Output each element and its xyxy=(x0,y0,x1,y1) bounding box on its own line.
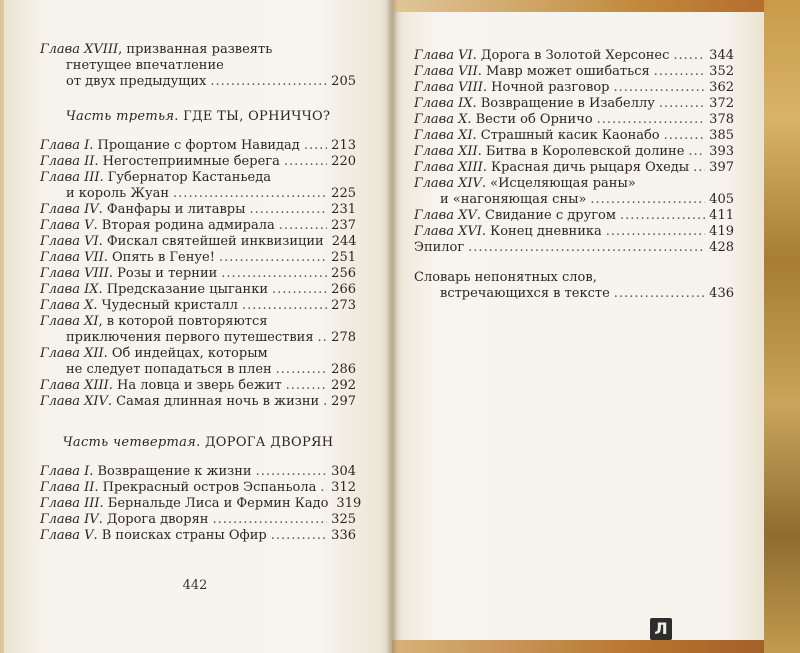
chapter-title: Глава III. Бернальдe Лиса и Фермин Кадо xyxy=(40,496,329,511)
cover-top-edge xyxy=(392,0,800,12)
chapter-title: Глава XIV. Самая длинная ночь в жизни xyxy=(40,394,320,409)
toc-entry xyxy=(40,202,356,218)
toc-entry xyxy=(40,480,356,496)
chapter-page: 225 xyxy=(331,186,356,201)
chapter-page: 251 xyxy=(331,250,356,265)
chapter-title: Глава XIV. «Исцеляющая раны» xyxy=(414,176,636,191)
toc-entry xyxy=(40,218,356,234)
chapter-page: 278 xyxy=(331,330,356,345)
chapter-title: Глава VI. Фискал святейшей инквизиции xyxy=(40,234,324,249)
chapter-page: 273 xyxy=(331,298,356,313)
toc-entry xyxy=(414,64,734,80)
epilogue-entry: Эпилог ..... 428 xyxy=(414,240,734,256)
chapter-page: 411 xyxy=(709,208,734,223)
chapter-page: 213 xyxy=(331,138,356,153)
toc-entry xyxy=(414,96,734,112)
chapter-title-continued: приключения первого путешествия xyxy=(66,330,314,345)
toc-entry xyxy=(40,170,356,202)
chapter-title: Глава VI. Дорога в Золотой Херсонес xyxy=(414,48,670,63)
left-toc xyxy=(40,42,362,544)
chapter-page: 286 xyxy=(331,362,356,377)
chapter-title: Глава VII. Опять в Генуе! xyxy=(40,250,215,265)
chapter-title-continued: и «нагоняющая сны» xyxy=(440,192,587,207)
toc-entry xyxy=(40,314,356,346)
toc-entry xyxy=(414,112,734,128)
chapter-title: Глава XII. Битва в Королевской долине xyxy=(414,144,685,159)
right-toc xyxy=(414,48,734,302)
right-chapter-list xyxy=(414,48,734,240)
chapter-title: Глава I. Прощание с фортом Навидад xyxy=(40,138,300,153)
chapter-title: Глава XI. Страшный касик Каонабо xyxy=(414,128,660,143)
cover-side-edge xyxy=(764,0,800,653)
chapter-page: 397 xyxy=(709,160,734,175)
chapter-page: 419 xyxy=(709,224,734,239)
chapter-page: 312 xyxy=(331,480,356,495)
chapter-page: 372 xyxy=(709,96,734,111)
part4-chapter-list xyxy=(40,464,362,544)
chapter-title: Глава XIII. Красная дичь рыцаря Охеды xyxy=(414,160,690,175)
toc-entry xyxy=(40,250,356,266)
chapter-title: Глава XIII. На ловца и зверь бежит xyxy=(40,378,282,393)
chapter-title: Глава X. Вести об Орничо xyxy=(414,112,593,127)
cover-bottom-edge xyxy=(392,640,800,653)
chapter-page: 297 xyxy=(331,394,356,409)
part3-heading: Часть третья. ГДЕ ТЫ, ОРНИЧЧО? xyxy=(65,109,331,124)
intro-page: 205 xyxy=(331,74,356,89)
toc-entry xyxy=(40,234,356,250)
chapter-title: Глава VII. Мавр может ошибаться xyxy=(414,64,650,79)
chapter-title: Глава III. Губернатор Кастаньеда xyxy=(40,170,271,185)
toc-entry xyxy=(40,138,356,154)
toc-entry xyxy=(40,282,356,298)
chapter-page: 237 xyxy=(331,218,356,233)
toc-entry xyxy=(414,176,734,208)
chapter-page: 336 xyxy=(331,528,356,543)
spine-shadow xyxy=(386,0,398,653)
toc-entry xyxy=(414,224,734,240)
intro-line-3: от двух предыдущих xyxy=(66,74,207,89)
chapter-title: Глава IV. Дорога дворян xyxy=(40,512,209,527)
part4-heading: Часть четвертая. ДОРОГА ДВОРЯН xyxy=(62,435,334,450)
chapter-page: 344 xyxy=(709,48,734,63)
toc-entry xyxy=(40,512,356,528)
toc-entry xyxy=(40,528,356,544)
chapter-page: 385 xyxy=(709,128,734,143)
publisher-logo: Л xyxy=(650,618,672,640)
chapter-title: Глава V. В поисках страны Офир xyxy=(40,528,267,543)
intro-line-2: гнетущее впечатление xyxy=(66,58,224,73)
toc-entry xyxy=(414,48,734,64)
toc-entry xyxy=(414,160,734,176)
chapter-page: 256 xyxy=(331,266,356,281)
chapter-title: Глава X. Чудесный кристалл xyxy=(40,298,238,313)
chapter-title: Глава I. Возвращение к жизни xyxy=(40,464,252,479)
chapter-title-continued: не следует попадаться в плен xyxy=(66,362,272,377)
chapter-title-continued: и король Жуан xyxy=(66,186,170,201)
page-number: 442 xyxy=(182,578,208,593)
chapter-page: 378 xyxy=(709,112,734,127)
toc-entry xyxy=(414,144,734,160)
toc-entry xyxy=(40,154,356,170)
chapter-page: 292 xyxy=(331,378,356,393)
chapter-title: Глава VIII. Ночной разговор xyxy=(414,80,610,95)
chapter-page: 405 xyxy=(709,192,734,207)
chapter-page: 231 xyxy=(331,202,356,217)
chapter-title: Глава IX. Предсказание цыганки xyxy=(40,282,268,297)
part3-chapter-list xyxy=(40,138,356,410)
toc-entry xyxy=(40,298,356,314)
chapter-title: Глава XV. Свидание с другом xyxy=(414,208,616,223)
toc-entry xyxy=(40,496,362,512)
toc-entry xyxy=(414,80,734,96)
chapter-page: 393 xyxy=(709,144,734,159)
toc-entry xyxy=(414,128,734,144)
glossary-entry: Словарь непонятных слов, встречающихся в тексте ..... 436 xyxy=(414,270,734,302)
chapter-title: Глава VIII. Розы и тернии xyxy=(40,266,218,281)
chapter-title: Глава XVI. Конец дневника xyxy=(414,224,602,239)
toc-entry xyxy=(40,378,356,394)
chapter-title: Глава IX. Возвращение в Изабеллу xyxy=(414,96,655,111)
toc-entry xyxy=(40,394,356,410)
toc-entry xyxy=(40,346,356,378)
chapter-page: 325 xyxy=(331,512,356,527)
chapter-page: 319 xyxy=(336,496,362,511)
chapter-page: 220 xyxy=(331,154,356,169)
chapter-title: Глава V. Вторая родина адмирала xyxy=(40,218,275,233)
intro-entry xyxy=(40,42,356,90)
chapter-title: Глава XI, в которой повторяются xyxy=(40,314,268,329)
chapter-page: 304 xyxy=(331,464,356,479)
intro-line-1: Глава XVIII, призванная развеять xyxy=(40,42,273,57)
chapter-title: Глава II. Прекрасный остров Эспаньола xyxy=(40,480,317,495)
toc-entry xyxy=(40,464,356,480)
chapter-page: 244 xyxy=(331,234,357,249)
chapter-page: 362 xyxy=(709,80,734,95)
chapter-page: 352 xyxy=(709,64,734,79)
toc-entry xyxy=(414,208,734,224)
toc-entry xyxy=(40,266,356,282)
chapter-title: Глава II. Негостеприимные берега xyxy=(40,154,280,169)
chapter-page: 266 xyxy=(331,282,356,297)
chapter-title: Глава XII. Об индейцах, которым xyxy=(40,346,268,361)
chapter-title: Глава IV. Фанфары и литавры xyxy=(40,202,246,217)
